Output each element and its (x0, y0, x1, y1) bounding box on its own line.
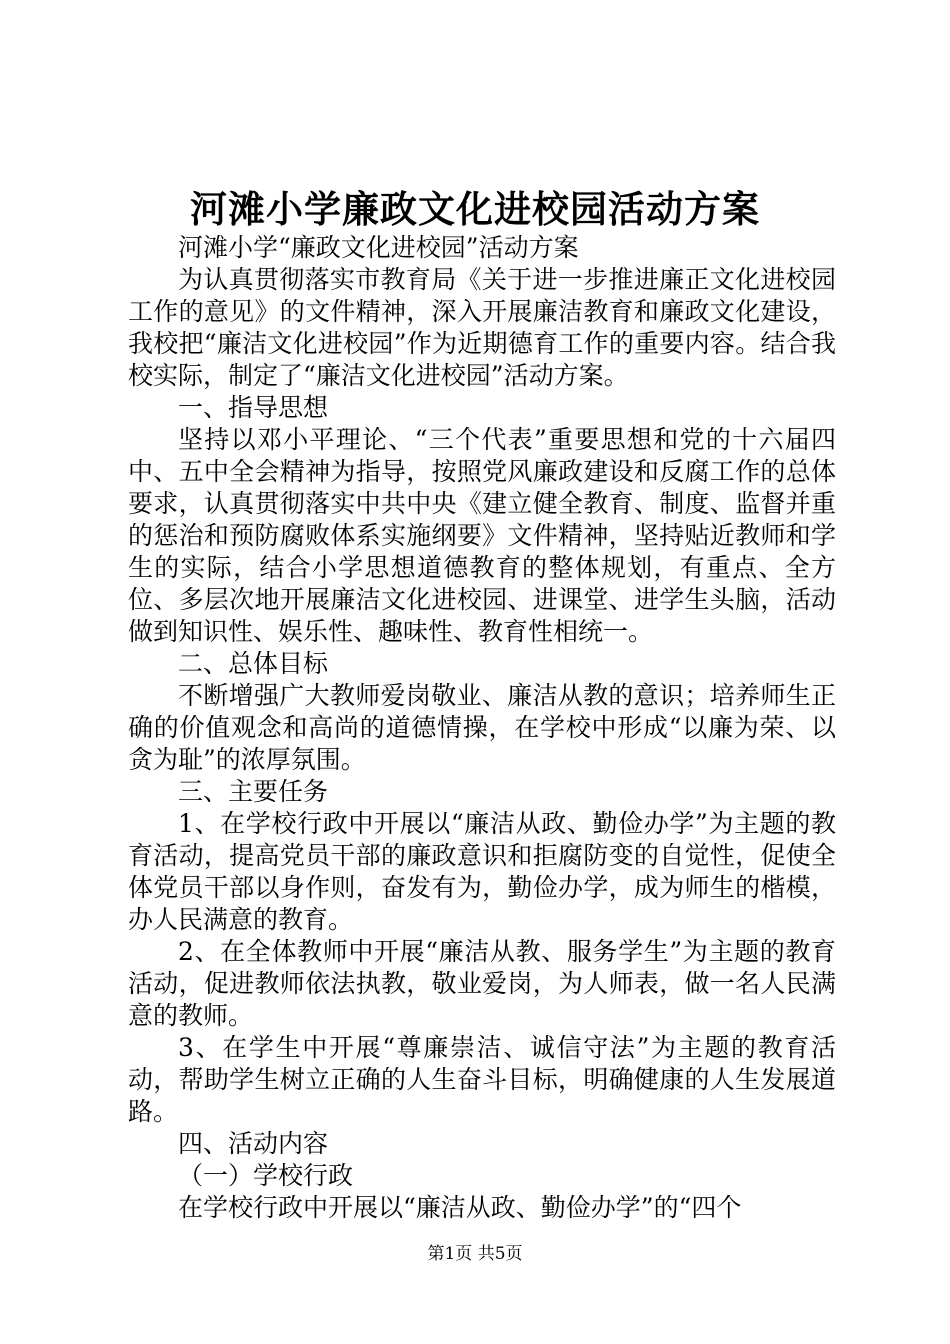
guiding-ideology-paragraph: 坚持以邓小平理论、“三个代表”重要思想和党的十六届四中、五中全会精神为指导，按照党风廉政建设和反腐工作的总体要求，认真贯彻落实中共中央《建立健全教育、制度、监督并重的惩治和预防腐败体系实施纲要》文件精神，坚持贴近教师和学生的实际，结合小学思想道德教育的整体规划，有重点、全方位、多层次地开展廉洁文化进校园、进课堂、进学生头脑，活动做到知识性、娱乐性、趣味性、教育性相统一。 (128, 425, 836, 646)
intro-paragraph: 为认真贯彻落实市教育局《关于进一步推进廉正文化进校园工作的意见》的文件精神，深入开展廉洁教育和廉政文化建设，我校把“廉洁文化进校园”作为近期德育工作的重要内容。结合我校实际，制定了“廉洁文化进校园”活动方案。 (128, 265, 836, 390)
page-number-footer: 第1页 共5页 (427, 1244, 523, 1264)
section-heading-activity-content: 四、活动内容 (178, 1129, 329, 1158)
school-administration-paragraph: 在学校行政中开展以“廉洁从政、勤俭办学”的“四个 (178, 1193, 742, 1222)
section-heading-main-tasks: 三、主要任务 (178, 777, 329, 806)
subsection-heading-school-administration: （一）学校行政 (178, 1161, 354, 1190)
document-subtitle: 河滩小学“廉政文化进校园”活动方案 (178, 233, 579, 262)
document-body (128, 232, 836, 1224)
main-task-2-paragraph: 2、在全体教师中开展“廉洁从教、服务学生”为主题的教育活动，促进教师依法执教，敬业爱岗，为人师表，做一名人民满意的教师。 (128, 937, 836, 1030)
overall-goals-paragraph: 不断增强广大教师爱岗敬业、廉洁从教的意识；培养师生正确的价值观念和高尚的道德情操，在学校中形成“以廉为荣、以贪为耻”的浓厚氛围。 (128, 681, 836, 774)
main-task-3-paragraph: 3、在学生中开展“尊廉崇洁、诚信守法”为主题的教育活动，帮助学生树立正确的人生奋斗目标，明确健康的人生发展道路。 (128, 1033, 836, 1126)
main-task-1-paragraph: 1、在学校行政中开展以“廉洁从政、勤俭办学”为主题的教育活动，提高党员干部的廉政意识和拒腐防变的自觉性，促使全体党员干部以身作则，奋发有为，勤俭办学，成为师生的楷模，办人民满意的教育。 (128, 809, 836, 934)
section-heading-overall-goals: 二、总体目标 (178, 649, 329, 678)
document-title: 河滩小学廉政文化进校园活动方案 (190, 187, 760, 231)
section-heading-guiding-ideology: 一、指导思想 (178, 393, 329, 422)
